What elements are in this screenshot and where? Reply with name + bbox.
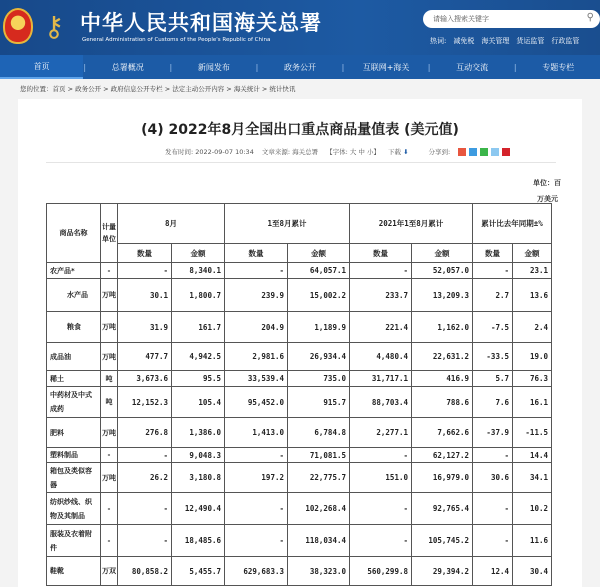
cell-value: 5.7 bbox=[473, 371, 513, 387]
download-label: 下载 bbox=[388, 148, 401, 156]
cell-value: -11.5 bbox=[513, 418, 552, 448]
cell-value: 12,152.3 bbox=[118, 387, 172, 418]
header-qty: 数量 bbox=[473, 244, 513, 263]
search-icon[interactable]: ⚲ bbox=[586, 12, 594, 23]
cell-value: 12.4 bbox=[473, 557, 513, 586]
cell-value: 3,180.8 bbox=[172, 463, 225, 493]
header-qty: 数量 bbox=[225, 244, 288, 263]
table-row bbox=[47, 463, 552, 493]
hot-word[interactable]: 货运监管 bbox=[516, 37, 545, 45]
cell-value: 5,455.7 bbox=[172, 557, 225, 586]
cell-name: 中药材及中式成药 bbox=[47, 387, 101, 418]
cell-value: 2,981.6 bbox=[225, 343, 288, 371]
cell-value: - bbox=[118, 525, 172, 557]
cell-value: 239.9 bbox=[225, 279, 288, 312]
page-title: (4) 2022年8月全国出口重点商品量值表 (美元值) bbox=[141, 122, 459, 138]
table-row bbox=[47, 371, 552, 387]
header-amt: 金额 bbox=[513, 244, 552, 263]
cell-value: - bbox=[473, 448, 513, 463]
table-row bbox=[47, 279, 552, 312]
cell-value: - bbox=[350, 493, 412, 525]
cell-value: 34.1 bbox=[513, 463, 552, 493]
table-row bbox=[47, 525, 552, 557]
cell-value: 76.3 bbox=[513, 371, 552, 387]
cell-name: 稀土 bbox=[47, 371, 101, 387]
main-nav: 首页 | 总署概况 | 新闻发布 | 政务公开 | 互联网+海关 | 互动交流 | 专题专栏 bbox=[0, 55, 600, 79]
cell-value: 11.6 bbox=[513, 525, 552, 557]
cell-name: 肥料 bbox=[47, 418, 101, 448]
nav-news[interactable]: 新闻发布 bbox=[197, 62, 230, 72]
header-name: 商品名称 bbox=[47, 204, 101, 263]
cell-value: 105,745.2 bbox=[412, 525, 473, 557]
cell-value: 276.8 bbox=[118, 418, 172, 448]
cell-value: 38,323.0 bbox=[288, 557, 350, 586]
cell-value: 1,800.7 bbox=[172, 279, 225, 312]
site-header bbox=[0, 0, 600, 55]
cell-value: - bbox=[118, 263, 172, 279]
cell-value: 4,480.4 bbox=[350, 343, 412, 371]
article-meta bbox=[165, 147, 510, 156]
cell-value: 62,127.2 bbox=[412, 448, 473, 463]
divider bbox=[46, 162, 556, 163]
header-amt: 金额 bbox=[412, 244, 473, 263]
cell-value: 30.1 bbox=[118, 279, 172, 312]
cell-value: - bbox=[118, 493, 172, 525]
header-amt: 金额 bbox=[172, 244, 225, 263]
cell-value: 31.9 bbox=[118, 312, 172, 343]
cell-value: 7.6 bbox=[473, 387, 513, 418]
nav-overview[interactable]: 总署概况 bbox=[111, 62, 144, 72]
cell-value: 16.1 bbox=[513, 387, 552, 418]
cell-value: 80,858.2 bbox=[118, 557, 172, 586]
share-icons bbox=[458, 148, 510, 156]
cell-value: - bbox=[225, 493, 288, 525]
download-icon: ⬇ bbox=[403, 148, 409, 156]
cell-value: 735.0 bbox=[288, 371, 350, 387]
cell-value: - bbox=[473, 525, 513, 557]
cell-value: 416.9 bbox=[412, 371, 473, 387]
cell-value: 64,057.1 bbox=[288, 263, 350, 279]
cell-value: 23.1 bbox=[513, 263, 552, 279]
cell-value: 2,277.1 bbox=[350, 418, 412, 448]
share-qzone-icon[interactable] bbox=[469, 148, 477, 156]
cell-value: 221.4 bbox=[350, 312, 412, 343]
cell-value: - bbox=[225, 448, 288, 463]
cell-value: 1,162.0 bbox=[412, 312, 473, 343]
cell-value: 92,765.4 bbox=[412, 493, 473, 525]
cell-value: 22,631.2 bbox=[412, 343, 473, 371]
site-name[interactable]: 中华人民共和国海关总署 bbox=[80, 10, 322, 35]
table-row bbox=[47, 493, 552, 525]
cell-value: 52,057.0 bbox=[412, 263, 473, 279]
cell-unit: 万吨 bbox=[101, 312, 118, 343]
header-yoy: 累计比去年同期±% bbox=[473, 204, 552, 244]
cell-unit: 万吨 bbox=[101, 343, 118, 371]
cell-value: -37.9 bbox=[473, 418, 513, 448]
cell-unit: 吨 bbox=[101, 387, 118, 418]
cell-value: 31,717.1 bbox=[350, 371, 412, 387]
cell-value: 22,775.7 bbox=[288, 463, 350, 493]
header-amt: 金额 bbox=[288, 244, 350, 263]
hot-label: 热词: bbox=[430, 37, 447, 45]
nav-internet-customs[interactable]: 互联网+海关 bbox=[362, 62, 410, 72]
cell-value: 13,209.3 bbox=[412, 279, 473, 312]
export-table bbox=[46, 203, 552, 586]
cell-name: 粮食 bbox=[47, 312, 101, 343]
share-label: 分享到: bbox=[428, 148, 451, 156]
unit-note: 单位：百 万美元 bbox=[533, 179, 561, 203]
header-qty: 数量 bbox=[350, 244, 412, 263]
hot-words bbox=[430, 36, 579, 46]
cell-value: 788.6 bbox=[412, 387, 473, 418]
cell-value: 629,683.3 bbox=[225, 557, 288, 586]
cell-value: 18,485.6 bbox=[172, 525, 225, 557]
cell-value: - bbox=[350, 263, 412, 279]
table-row bbox=[47, 312, 552, 343]
nav-gov-affairs[interactable]: 政务公开 bbox=[283, 62, 316, 72]
cell-value: 1,189.9 bbox=[288, 312, 350, 343]
cell-value: 14.4 bbox=[513, 448, 552, 463]
cell-name: 水产品 bbox=[47, 279, 101, 312]
cell-value: 161.7 bbox=[172, 312, 225, 343]
cell-value: 197.2 bbox=[225, 463, 288, 493]
cell-value: 1,386.0 bbox=[172, 418, 225, 448]
cell-value: 12,490.4 bbox=[172, 493, 225, 525]
cell-unit: 吨 bbox=[101, 371, 118, 387]
cell-value: 118,034.4 bbox=[288, 525, 350, 557]
table-row bbox=[47, 418, 552, 448]
cell-value: 102,268.4 bbox=[288, 493, 350, 525]
article-source: 文章来源: 海关总署 bbox=[261, 148, 319, 156]
download-link[interactable] bbox=[388, 147, 409, 156]
search-placeholder: 请输入搜索关键字 bbox=[433, 15, 489, 23]
site-name-en: General Administration of Customs of the People's Republic of China bbox=[82, 37, 271, 43]
header-prev-year: 2021年1至8月累计 bbox=[350, 204, 473, 244]
table-row bbox=[47, 387, 552, 418]
header-qty: 数量 bbox=[118, 244, 172, 263]
cell-value: 30.4 bbox=[513, 557, 552, 586]
cell-value: 4,942.5 bbox=[172, 343, 225, 371]
cell-value: 9,048.3 bbox=[172, 448, 225, 463]
cell-value: 13.6 bbox=[513, 279, 552, 312]
share-pdf-icon[interactable] bbox=[502, 148, 510, 156]
header-unit: 计量单位 bbox=[101, 204, 118, 263]
table-row bbox=[47, 448, 552, 463]
cell-value: 26.2 bbox=[118, 463, 172, 493]
cell-name: 纺织纱线、织物及其制品 bbox=[47, 493, 101, 525]
cell-value: 26,934.4 bbox=[288, 343, 350, 371]
cell-name: 箱包及类似容器 bbox=[47, 463, 101, 493]
cell-value: 151.0 bbox=[350, 463, 412, 493]
nav-interaction[interactable]: 互动交流 bbox=[456, 62, 489, 72]
cell-name: 服装及衣着附件 bbox=[47, 525, 101, 557]
national-emblem-icon bbox=[3, 8, 33, 44]
cell-name: 成品油 bbox=[47, 343, 101, 371]
cell-value: - bbox=[473, 493, 513, 525]
cell-value: 8,340.1 bbox=[172, 263, 225, 279]
cell-value: 3,673.6 bbox=[118, 371, 172, 387]
cell-value: 915.7 bbox=[288, 387, 350, 418]
cell-unit: 万吨 bbox=[101, 279, 118, 312]
hot-word[interactable]: 减免税 bbox=[453, 37, 475, 45]
cell-value: 6,784.8 bbox=[288, 418, 350, 448]
cell-value: 105.4 bbox=[172, 387, 225, 418]
cell-unit: 万吨 bbox=[101, 418, 118, 448]
share-weibo-icon[interactable] bbox=[458, 148, 466, 156]
cell-value: 233.7 bbox=[350, 279, 412, 312]
cell-value: - bbox=[225, 525, 288, 557]
cell-value: -33.5 bbox=[473, 343, 513, 371]
hot-word[interactable]: 行政监管 bbox=[551, 37, 580, 45]
cell-value: - bbox=[350, 525, 412, 557]
cell-unit: - bbox=[101, 525, 118, 557]
cell-value: 10.2 bbox=[513, 493, 552, 525]
font-size-switch[interactable]: 【字体: 大 中 小】 bbox=[326, 148, 380, 156]
cell-value: 16,979.0 bbox=[412, 463, 473, 493]
cell-unit: 万双 bbox=[101, 557, 118, 586]
cell-value: - bbox=[118, 448, 172, 463]
search-input[interactable] bbox=[423, 10, 600, 28]
cell-value: 95.5 bbox=[172, 371, 225, 387]
cell-value: 1,413.0 bbox=[225, 418, 288, 448]
cell-value: 71,081.5 bbox=[288, 448, 350, 463]
publish-time: 发布时间: 2022-09-07 10:34 bbox=[165, 148, 254, 156]
breadcrumb[interactable]: 您的位置：首页 > 政务公开 > 政府信息公开专栏 > 法定主动公开内容 > 海关统计 > 统计快讯 bbox=[20, 85, 296, 93]
cell-name: 农产品* bbox=[47, 263, 101, 279]
header-jan-aug: 1至8月累计 bbox=[225, 204, 350, 244]
cell-value: 15,002.2 bbox=[288, 279, 350, 312]
cell-value: 477.7 bbox=[118, 343, 172, 371]
nav-topics[interactable]: 专题专栏 bbox=[542, 62, 575, 72]
cell-name: 塑料制品 bbox=[47, 448, 101, 463]
cell-value: - bbox=[350, 448, 412, 463]
cell-unit: - bbox=[101, 448, 118, 463]
cell-value: -7.5 bbox=[473, 312, 513, 343]
cell-value: 30.6 bbox=[473, 463, 513, 493]
cell-unit: - bbox=[101, 263, 118, 279]
cell-value: - bbox=[473, 263, 513, 279]
cell-value: 7,662.6 bbox=[412, 418, 473, 448]
cell-value: 2.4 bbox=[513, 312, 552, 343]
table-row bbox=[47, 343, 552, 371]
table-row bbox=[47, 557, 552, 586]
cell-value: 2.7 bbox=[473, 279, 513, 312]
cell-value: 88,703.4 bbox=[350, 387, 412, 418]
header-aug: 8月 bbox=[118, 204, 225, 244]
cell-value: 204.9 bbox=[225, 312, 288, 343]
cell-value: 560,299.8 bbox=[350, 557, 412, 586]
cell-value: - bbox=[225, 263, 288, 279]
cell-value: 29,394.2 bbox=[412, 557, 473, 586]
table-row bbox=[47, 263, 552, 279]
customs-logo-icon: ⚷ bbox=[43, 10, 65, 43]
cell-unit: 万吨 bbox=[101, 463, 118, 493]
share-wechat-icon[interactable] bbox=[480, 148, 488, 156]
cell-value: 33,539.4 bbox=[225, 371, 288, 387]
nav-home[interactable]: 首页 bbox=[0, 55, 83, 79]
cell-value: 95,452.0 bbox=[225, 387, 288, 418]
share-tencent-icon[interactable] bbox=[491, 148, 499, 156]
hot-word[interactable]: 海关管理 bbox=[481, 37, 510, 45]
cell-value: 19.0 bbox=[513, 343, 552, 371]
cell-name: 鞋靴 bbox=[47, 557, 101, 586]
cell-unit: - bbox=[101, 493, 118, 525]
